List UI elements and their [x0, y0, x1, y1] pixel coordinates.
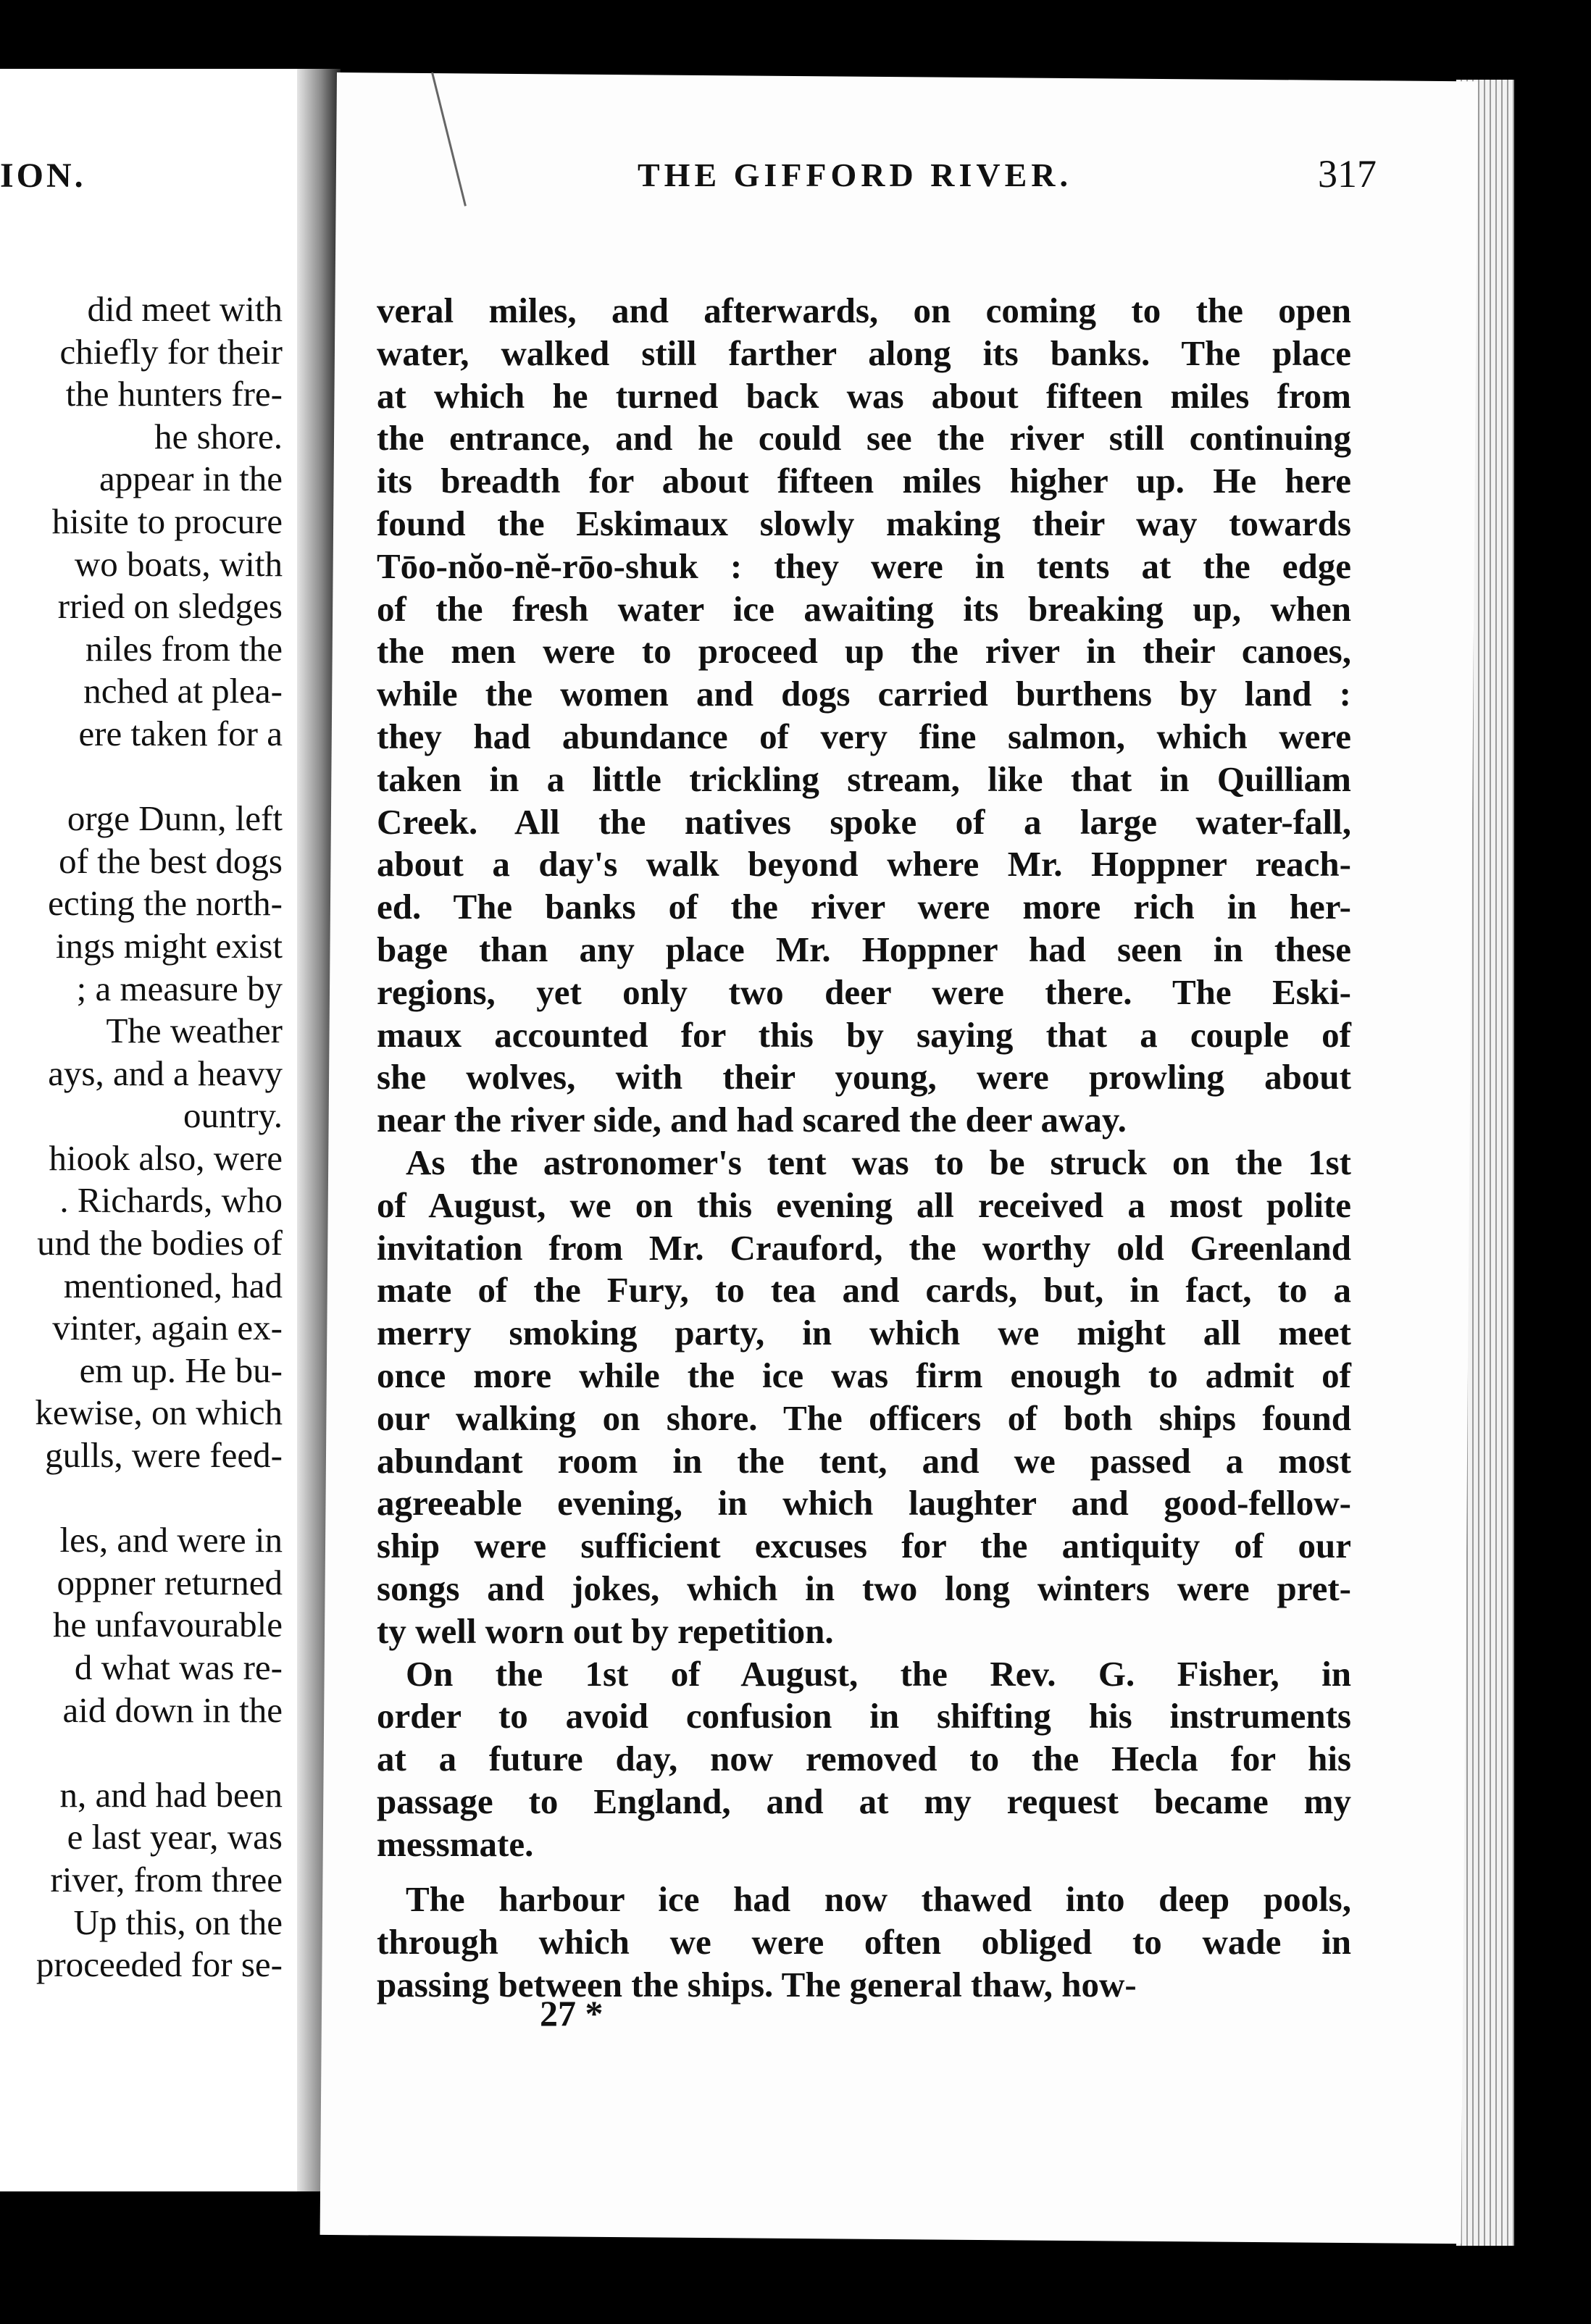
text-line: they had abundance of very fine salmon, which were [377, 716, 1351, 756]
left-page-line: e last year, was [67, 1817, 283, 1857]
left-page-line: ; a measure by [76, 968, 283, 1008]
page-number: 317 [1318, 152, 1377, 196]
text-line: mate of the Fury, to tea and cards, but, in fact, to a [377, 1270, 1351, 1311]
text-line: the entrance, and he could see the river still continuing [377, 418, 1351, 459]
text-line: ed. The banks of the river were more rich in her- [377, 887, 1351, 927]
text-line: near the river side, and had scared the deer away. [377, 1100, 1127, 1140]
left-page-line [0, 756, 283, 798]
text-line: Creek. All the natives spoke of a large water-fall, [377, 801, 1351, 842]
text-line: messmate. [377, 1823, 534, 1864]
left-page-line [0, 1477, 283, 1520]
text-line: at a future day, now removed to the Hecla for his [377, 1739, 1351, 1779]
left-page-line: gulls, were feed- [45, 1435, 283, 1476]
text-line: maux accounted for this by saying that a couple of [377, 1014, 1351, 1055]
text-line: once more while the ice was firm enough to admit of [377, 1355, 1351, 1395]
running-head [319, 152, 1377, 206]
text-line: As the astronomer's tent was to be struck on the 1st [406, 1142, 1351, 1182]
text-line: through which we were often obliged to wade in [377, 1922, 1351, 1963]
left-page-line: river, from three [50, 1859, 283, 1899]
running-title: THE GIFFORD RIVER. [638, 156, 1072, 193]
left-page-line: Up this, on the [73, 1902, 283, 1942]
text-line: regions, yet only two deer were there. The Eski- [377, 971, 1351, 1012]
left-page-line: ountry. [183, 1095, 283, 1136]
text-line: found the Eskimaux slowly making their way towards [377, 503, 1351, 543]
left-page-line: chiefly for their [59, 331, 283, 372]
left-page-line [0, 1731, 283, 1774]
paragraph [377, 1878, 1351, 2006]
left-page-line: appear in the [99, 459, 283, 499]
paragraph [377, 1142, 1351, 1653]
text-line: The harbour ice had now thawed into deep pools, [406, 1879, 1351, 1920]
left-page-line: ere taken for a [78, 713, 283, 753]
left-page-line: ings might exist [55, 925, 283, 966]
text-line: agreeable evening, in which laughter and good-fellow- [377, 1483, 1351, 1523]
text-line: passage to England, and at my request became my [377, 1781, 1351, 1821]
left-page-line: ecting the north- [48, 883, 283, 924]
text-line: at which he turned back was about fifteen miles from [377, 375, 1351, 416]
left-page-line: niles from the [85, 628, 283, 669]
left-page-line: d what was re- [74, 1647, 283, 1687]
left-page-line: kewise, on which [35, 1392, 283, 1433]
paragraph-gap [377, 1865, 1351, 1878]
left-page-line: he shore. [154, 416, 283, 456]
body-text [377, 290, 1351, 2007]
left-page-line: wo boats, with [74, 543, 283, 584]
left-page-line: hiook also, were [49, 1137, 283, 1178]
left-page-line: hisite to procure [51, 501, 283, 541]
text-line: taken in a little trickling stream, like that in Quilliam [377, 758, 1351, 799]
paragraph [377, 290, 1351, 1142]
text-line: merry smoking party, in which we might all meet [377, 1313, 1351, 1353]
text-line: water, walked still farther along its banks. The place [377, 333, 1351, 373]
left-page-line: orge Dunn, left [67, 798, 283, 839]
text-line: passing between the ships. The general thaw, how- [377, 1965, 1137, 2005]
paragraph [377, 1653, 1351, 1866]
text-line: ship were sufficient excuses for the antiquity of our [377, 1526, 1351, 1566]
text-line: order to avoid confusion in shifting his instruments [377, 1696, 1351, 1736]
left-page-text [0, 288, 283, 1986]
left-page-line: did meet with [87, 289, 283, 329]
left-page-line: oppner returned [57, 1562, 283, 1602]
left-page-line: mentioned, had [63, 1265, 283, 1305]
text-line: its breadth for about fifteen miles higher up. He here [377, 461, 1351, 501]
left-page-line: The weather [106, 1011, 283, 1051]
left-page-line: proceeded for se- [36, 1944, 283, 1985]
left-page-line: the hunters fre- [65, 374, 283, 414]
text-line: invitation from Mr. Crauford, the worthy old Greenland [377, 1227, 1351, 1268]
text-line: ty well worn out by repetition. [377, 1610, 834, 1651]
left-page-line: nched at plea- [83, 671, 283, 711]
left-page-line: . Richards, who [59, 1180, 283, 1221]
signature-mark: 27 * [540, 1993, 604, 2034]
text-line: she wolves, with their young, were prowling about [377, 1057, 1351, 1098]
left-running-title: ION. [0, 156, 86, 195]
left-page-line: of the best dogs [59, 840, 283, 881]
left-page-line: vinter, again ex- [52, 1308, 283, 1348]
text-line: abundant room in the tent, and we passed a most [377, 1440, 1351, 1481]
text-line: On the 1st of August, the Rev. G. Fisher, in [406, 1653, 1351, 1694]
left-page-line: he unfavourable [53, 1605, 283, 1645]
left-page-line: rried on sledges [57, 586, 283, 627]
text-line: of the fresh water ice awaiting its breaking up, when [377, 588, 1351, 629]
left-page-line: aid down in the [62, 1689, 283, 1730]
left-page-line: ays, and a heavy [48, 1053, 283, 1093]
left-page-line: und the bodies of [37, 1223, 283, 1263]
text-line: veral miles, and afterwards, on coming to the open [377, 290, 1351, 330]
text-line: bage than any place Mr. Hoppner had seen in these [377, 929, 1351, 969]
text-line: the men were to proceed up the river in their canoes, [377, 631, 1351, 672]
text-line: about a day's walk beyond where Mr. Hoppner reach- [377, 844, 1351, 885]
text-line: songs and jokes, which in two long winters were pret- [377, 1568, 1351, 1608]
left-page-line: em up. He bu- [79, 1350, 283, 1390]
text-line: while the women and dogs carried burthens by land : [377, 674, 1351, 714]
text-line: our walking on shore. The officers of both ships found [377, 1397, 1351, 1438]
text-line: Tōo-nŏo-nĕ-rōo-shuk : they were in tents at the edge [377, 546, 1351, 586]
text-line: of August, we on this evening all received a most polite [377, 1184, 1351, 1225]
left-page-line: n, and had been [59, 1774, 283, 1815]
left-page-line: les, and were in [59, 1520, 283, 1560]
